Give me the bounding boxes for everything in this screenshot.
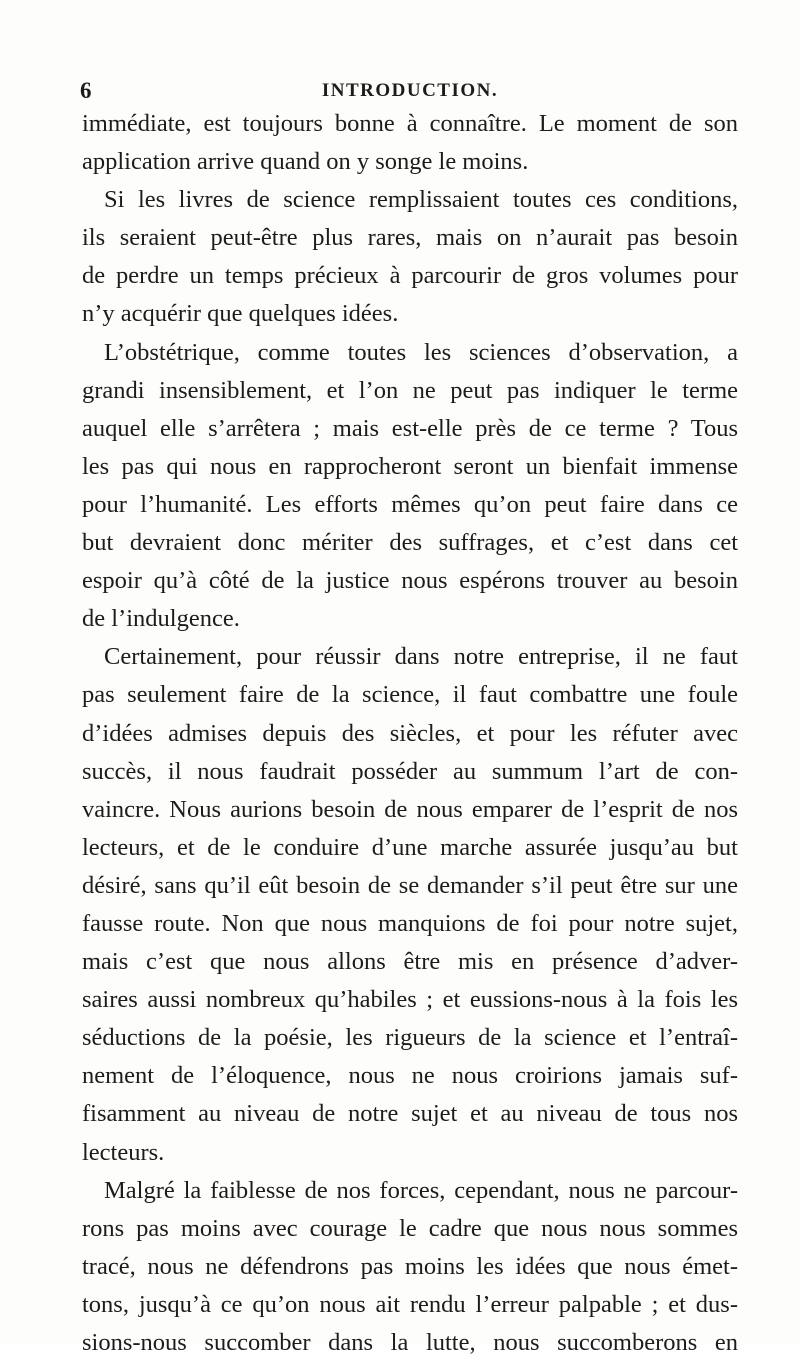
body-text (82, 105, 738, 1362)
page-header (0, 76, 800, 106)
text-line: fausse route. Non que nous manquions de foi pour notre sujet, (82, 909, 738, 937)
text-line: saires aussi nombreux qu’habiles ; et eussions-nous à la fois les (82, 986, 738, 1014)
text-line: espoir qu’à côté de la justice nous espérons trouver au besoin (82, 567, 738, 595)
text-line: de perdre un temps précieux à parcourir de gros volumes pour (82, 262, 738, 290)
text-line: pas seulement faire de la science, il faut combattre une foule (82, 681, 738, 709)
text-line: L’obstétrique, comme toutes les sciences d’observation, a (104, 338, 738, 366)
text-line: Certainement, pour réussir dans notre entreprise, il ne faut (104, 643, 738, 671)
text-line: de l’indulgence. (82, 605, 240, 633)
text-line: lecteurs, et de le conduire d’une marche assurée jusqu’au but (82, 833, 738, 861)
text-line: rons pas moins avec courage le cadre que nous nous sommes (82, 1214, 738, 1242)
text-line: but devraient donc mériter des suffrages, et c’est dans cet (82, 529, 738, 557)
text-line: nement de l’éloquence, nous ne nous croirions jamais suf- (82, 1062, 738, 1090)
text-line: auquel elle s’arrêtera ; mais est-elle près de ce terme ? Tous (82, 414, 738, 442)
text-line: n’y acquérir que quelques idées. (82, 300, 399, 328)
text-line: mais c’est que nous allons être mis en présence d’adver- (82, 948, 738, 976)
text-line: succès, il nous faudrait posséder au summum l’art de con- (82, 757, 738, 785)
page-number: 6 (80, 78, 92, 103)
text-line: fisamment au niveau de notre sujet et au niveau de tous nos (82, 1100, 738, 1128)
text-line: Si les livres de science remplissaient toutes ces conditions, (104, 186, 738, 214)
running-head: INTRODUCTION. (321, 80, 499, 101)
text-line: les pas qui nous en rapprocheront seront un bienfait immense (82, 452, 738, 480)
text-line: tons, jusqu’à ce qu’on nous ait rendu l’erreur palpable ; et dus- (82, 1290, 738, 1318)
text-line: vaincre. Nous aurions besoin de nous emparer de l’esprit de nos (82, 795, 738, 823)
text-line: désiré, sans qu’il eût besoin de se demander s’il peut être sur une (82, 871, 738, 899)
text-line: d’idées admises depuis des siècles, et pour les réfuter avec (82, 719, 738, 747)
text-line: immédiate, est toujours bonne à connaître. Le moment de son (82, 110, 738, 137)
text-line: ils seraient peut-être plus rares, mais on n’aurait pas besoin (82, 224, 738, 252)
text-line: séductions de la poésie, les rigueurs de la science et l’entraî- (82, 1024, 738, 1052)
text-line: tracé, nous ne défendrons pas moins les idées que nous émet- (82, 1252, 738, 1280)
text-line: Malgré la faiblesse de nos forces, cependant, nous ne parcour- (104, 1176, 738, 1204)
text-line: application arrive quand on y songe le moins. (82, 148, 529, 176)
text-line: lecteurs. (82, 1138, 165, 1166)
text-line: pour l’humanité. Les efforts mêmes qu’on peut faire dans ce (82, 490, 738, 518)
text-line: grandi insensiblement, et l’on ne peut pas indiquer le terme (82, 376, 738, 404)
text-line: sions-nous succomber dans la lutte, nous succomberons en (82, 1329, 738, 1356)
